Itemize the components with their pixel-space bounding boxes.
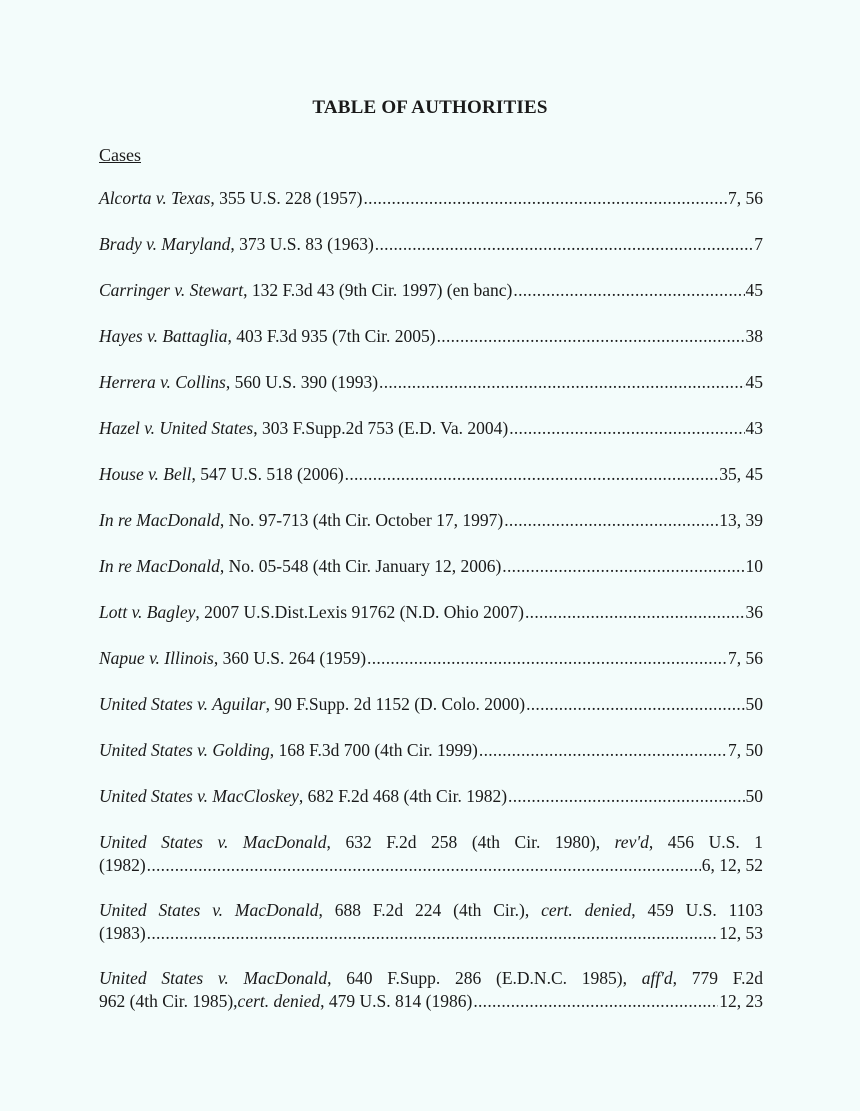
authority-entry	[99, 601, 763, 624]
dot-leader	[509, 417, 744, 440]
authority-entry	[99, 233, 763, 256]
citation: , 547 U.S. 518 (2006)	[191, 464, 344, 484]
citation: , 373 U.S. 83 (1963)	[230, 234, 374, 254]
case-name: In re MacDonald	[99, 556, 220, 576]
page-refs: 7, 56	[728, 188, 763, 208]
citation: (1983)	[99, 923, 146, 943]
page-refs: 7	[754, 234, 763, 254]
citation: , 456 U.S. 1	[648, 832, 763, 852]
authority-entry	[99, 279, 763, 302]
citation: , 479 U.S. 814 (1986)	[320, 991, 473, 1011]
case-name: Herrera v. Collins	[99, 372, 226, 392]
subsequent-history: rev'd	[614, 832, 649, 852]
citation: , 779 F.2d	[672, 968, 763, 988]
citation: , 682 F.2d 468 (4th Cir. 1982)	[298, 786, 508, 806]
citation: , No. 05-548 (4th Cir. January 12, 2006)	[219, 556, 502, 576]
subsequent-history: cert. denied	[237, 991, 321, 1011]
citation: , 560 U.S. 390 (1993)	[225, 372, 379, 392]
citation: , 303 F.Supp.2d 753 (E.D. Va. 2004)	[253, 418, 509, 438]
page-refs: 13, 39	[719, 510, 763, 530]
authority-entry	[99, 371, 763, 394]
subsequent-history: aff'd	[641, 968, 673, 988]
section-heading-cases: Cases	[99, 145, 141, 165]
authority-entry	[99, 509, 763, 532]
case-name: Alcorta v. Texas	[99, 188, 211, 208]
citation: 962 (4th Cir. 1985),	[99, 991, 238, 1011]
authority-entry	[99, 463, 763, 486]
citation: , 355 U.S. 228 (1957)	[210, 188, 363, 208]
page-refs: 10	[745, 556, 763, 576]
case-name: Hayes v. Battaglia	[99, 326, 228, 346]
dot-leader	[345, 463, 719, 486]
case-name: United States v. Aguilar	[99, 694, 266, 714]
case-name: In re MacDonald	[99, 510, 220, 530]
dot-leader	[147, 922, 719, 945]
page-refs: 43	[745, 418, 763, 438]
citation: , 2007 U.S.Dist.Lexis 91762 (N.D. Ohio 2007)	[195, 602, 524, 622]
dot-leader	[502, 555, 744, 578]
dot-leader	[508, 785, 744, 808]
page-refs: 45	[745, 280, 763, 300]
citation: (1982)	[99, 855, 146, 875]
citation: , No. 97-713 (4th Cir. October 17, 1997)	[219, 510, 504, 530]
citation: , 632 F.2d 258 (4th Cir. 1980),	[326, 832, 615, 852]
authority-entry	[99, 555, 763, 578]
citation: , 168 F.3d 700 (4th Cir. 1999)	[269, 740, 478, 760]
authority-entry	[99, 831, 763, 877]
page-title: TABLE OF AUTHORITIES	[312, 97, 548, 118]
subsequent-history: cert. denied	[541, 900, 632, 920]
authority-entry	[99, 187, 763, 210]
authority-entry	[99, 325, 763, 348]
case-name: United States v. MacDonald	[99, 968, 328, 988]
page-refs: 12, 23	[719, 991, 763, 1011]
dot-leader	[513, 279, 744, 302]
citation: , 459 U.S. 1103	[631, 900, 763, 920]
page-refs: 50	[745, 694, 763, 714]
page-refs: 36	[745, 602, 763, 622]
case-name: Carringer v. Stewart	[99, 280, 244, 300]
citation: , 90 F.Supp. 2d 1152 (D. Colo. 2000)	[265, 694, 526, 714]
page-refs: 45	[745, 372, 763, 392]
authority-entry	[99, 785, 763, 808]
dot-leader	[525, 601, 745, 624]
dot-leader	[379, 371, 744, 394]
citation: , 132 F.3d 43 (9th Cir. 1997) (en banc)	[243, 280, 513, 300]
dot-leader	[504, 509, 718, 532]
dot-leader	[473, 990, 718, 1013]
page-refs: 50	[745, 786, 763, 806]
dot-leader	[437, 325, 745, 348]
case-name: United States v. MacDonald	[99, 832, 327, 852]
case-name: United States v. MacCloskey	[99, 786, 299, 806]
authority-entry	[99, 417, 763, 440]
dot-leader	[367, 647, 727, 670]
dot-leader	[363, 187, 727, 210]
case-name: Napue v. Illinois	[99, 648, 214, 668]
case-name: House v. Bell	[99, 464, 192, 484]
page-refs: 12, 53	[719, 923, 763, 943]
authority-entry	[99, 739, 763, 762]
authority-entry	[99, 693, 763, 716]
authority-entry	[99, 899, 763, 945]
authority-entry	[99, 967, 763, 1013]
citation: , 403 F.3d 935 (7th Cir. 2005)	[227, 326, 436, 346]
case-name: United States v. Golding	[99, 740, 270, 760]
citation: , 640 F.Supp. 286 (E.D.N.C. 1985),	[327, 968, 642, 988]
page-refs: 7, 56	[728, 648, 763, 668]
dot-leader	[479, 739, 727, 762]
case-name: Lott v. Bagley	[99, 602, 196, 622]
case-name: Brady v. Maryland	[99, 234, 231, 254]
authority-entry	[99, 647, 763, 670]
page-refs: 6, 12, 52	[701, 855, 763, 875]
citation: , 688 F.2d 224 (4th Cir.),	[318, 900, 542, 920]
dot-leader	[526, 693, 744, 716]
case-name: Hazel v. United States	[99, 418, 254, 438]
dot-leader	[375, 233, 753, 256]
page-refs: 35, 45	[719, 464, 763, 484]
page-refs: 7, 50	[728, 740, 763, 760]
case-name: United States v. MacDonald	[99, 900, 319, 920]
citation: , 360 U.S. 264 (1959)	[213, 648, 367, 668]
dot-leader	[147, 854, 701, 877]
page-refs: 38	[745, 326, 763, 346]
